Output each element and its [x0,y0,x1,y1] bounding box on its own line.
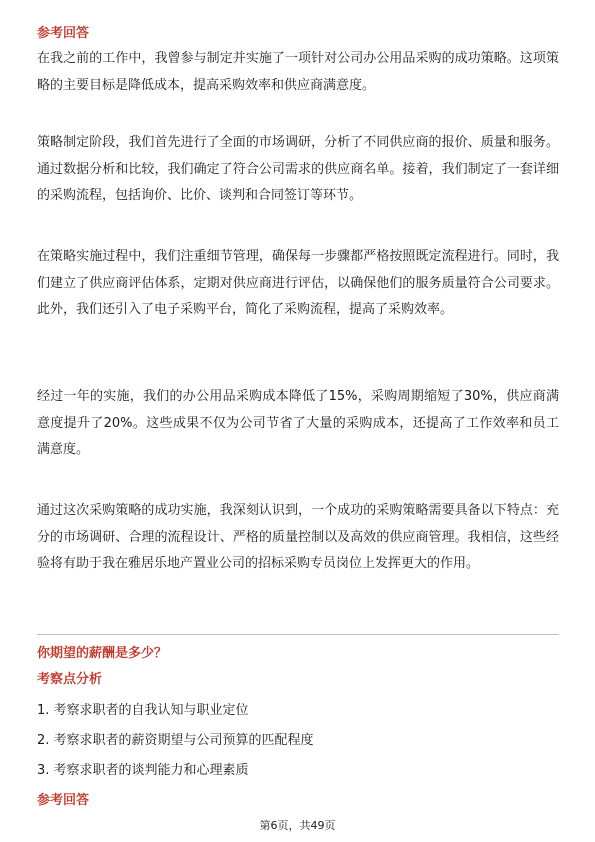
answer-paragraph-1: 在我之前的工作中，我曾参与制定并实施了一项针对公司办公用品采购的成功策略。这项策略的主要目标是降低成本，提高采购效率和供应商满意度。 [37,51,559,93]
analysis-points-list [37,696,314,786]
list-item: 1. 考察求职者的自我认知与职业定位 [37,703,249,718]
answer-paragraph-3: 在策略实施过程中，我们注重细节管理，确保每一步骤都严格按照既定流程进行。同时，我们建立了供应商评估体系，定期对供应商进行评估，以确保他们的服务质量符合公司要求。此外，我们还引入了电子采购平台，简化了采购流程，提高了采购效率。 [37,249,559,317]
section-divider [37,634,559,635]
analysis-heading: 考察点分析 [37,672,103,687]
answer-paragraph-2: 策略制定阶段，我们首先进行了全面的市场调研，分析了不同供应商的报价、质量和服务。通过数据分析和比较，我们确定了符合公司需求的供应商名单。接着，我们制定了一套详细的采购流程，包括询价、比价、谈判和合同签订等环节。 [37,135,559,203]
answer-paragraph-5: 通过这次采购策略的成功实施，我深刻认识到，一个成功的采购策略需要具备以下特点：充分的市场调研、合理的流程设计、严格的质量控制以及高效的供应商管理。我相信，这些经验将有助于我在雅居乐地产置业公司的招标采购专员岗位上发挥更大的作用。 [37,503,559,571]
list-item: 2. 考察求职者的薪资期望与公司预算的匹配程度 [37,733,314,748]
question-title: 你期望的薪酬是多少？ [37,646,168,661]
reference-answer-heading-2: 参考回答 [37,793,90,808]
reference-answer-heading: 参考回答 [37,26,90,41]
page-number: 第6页，共49页 [259,819,336,832]
answer-paragraph-4: 经过一年的实施，我们的办公用品采购成本降低了15%，采购周期缩短了30%，供应商满意度提升了20%。这些成果不仅为公司节省了大量的采购成本，还提高了工作效率和员工满意度。 [37,389,559,457]
list-item: 3. 考察求职者的谈判能力和心理素质 [37,763,249,778]
